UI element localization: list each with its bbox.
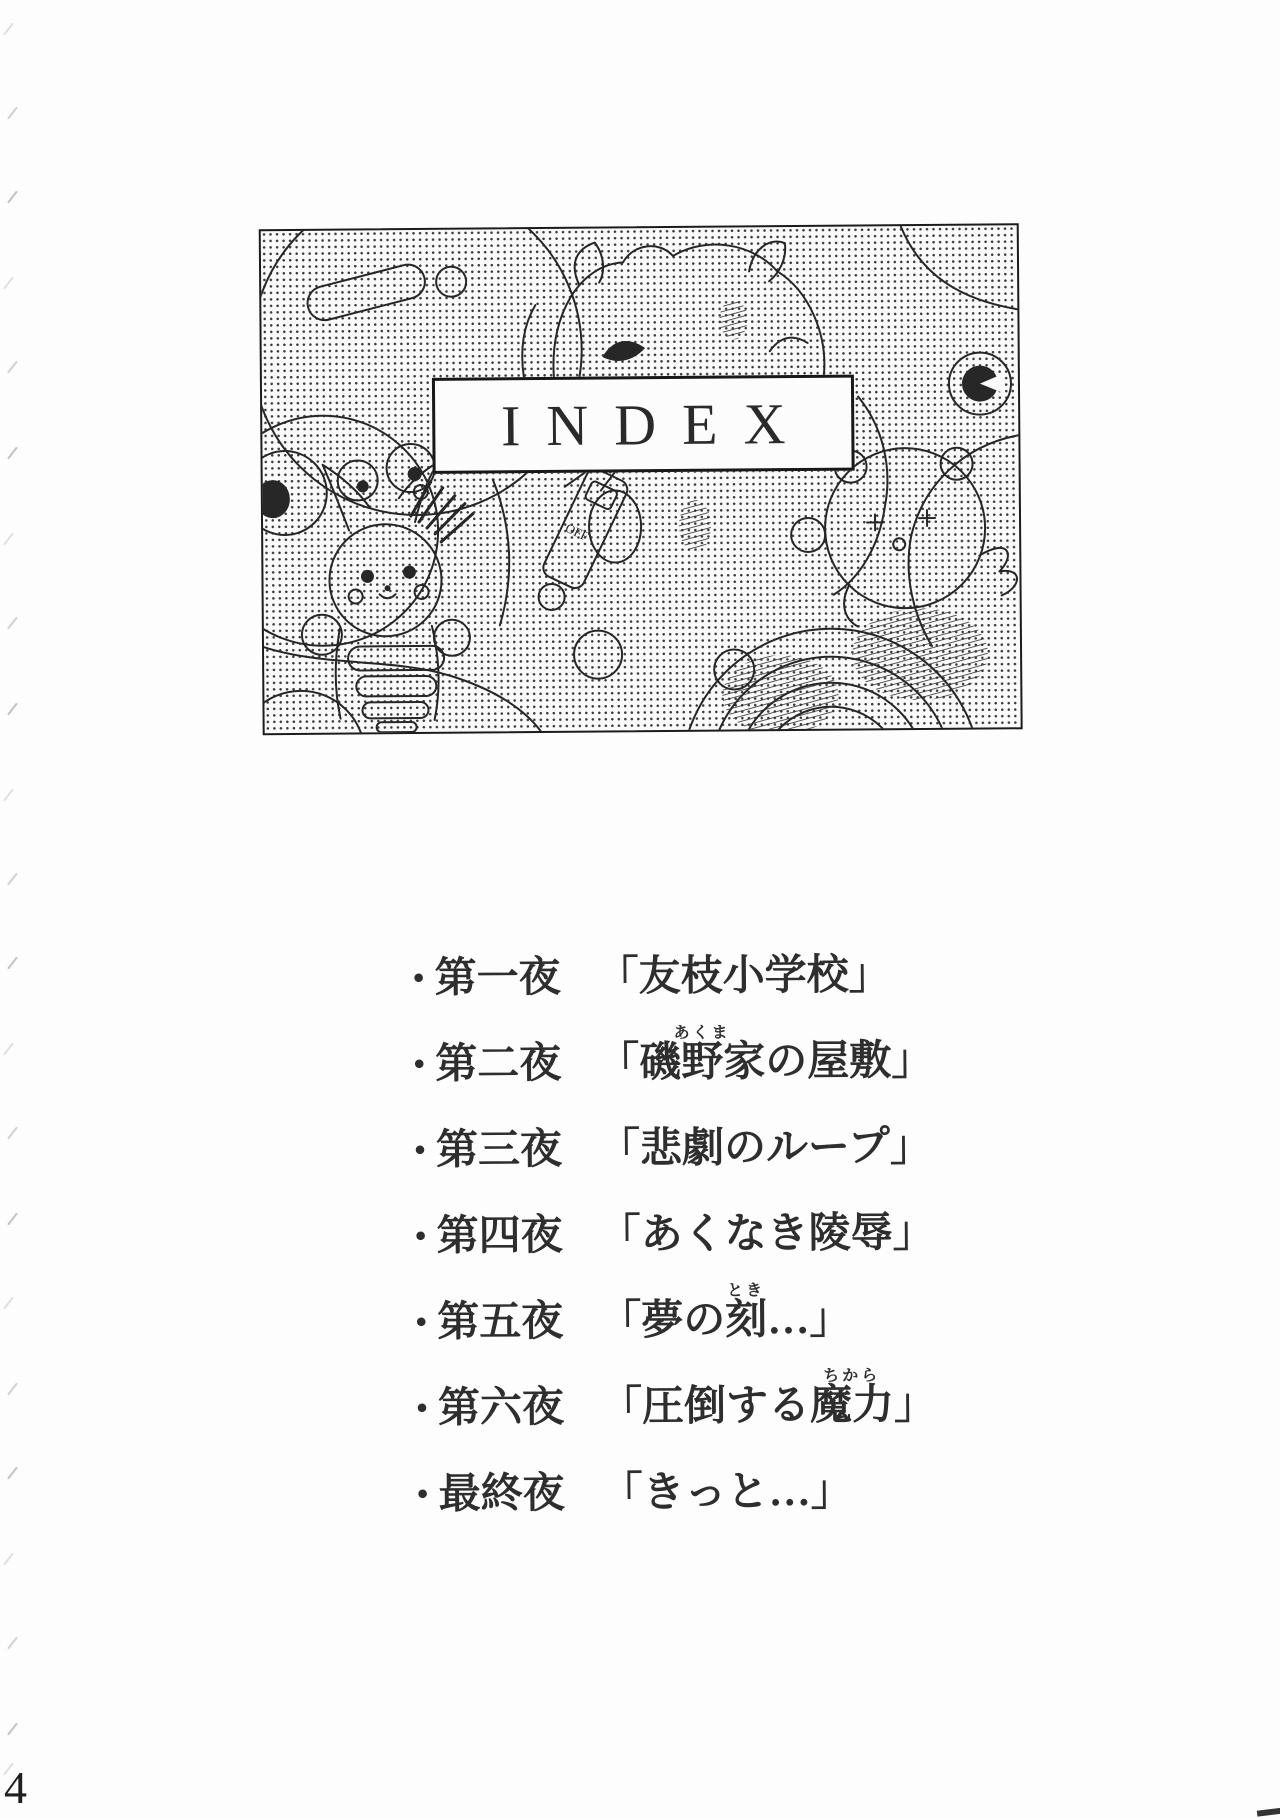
chapter-title: 「悲劇のループ」 — [597, 1123, 933, 1173]
chapter-label: 第四夜 — [436, 1212, 563, 1260]
kero-wing — [979, 548, 1017, 596]
bullet-dot: ・ — [401, 1386, 443, 1433]
chapter-title: 「あくなき陵辱」 — [598, 1209, 935, 1259]
device-off-label: OFF — [563, 520, 592, 544]
toc-row — [398, 925, 1039, 1016]
right-creature-outline — [901, 225, 1018, 310]
toc-row — [400, 1183, 1041, 1274]
toc-row — [402, 1355, 1043, 1446]
scribble-patch — [722, 655, 839, 734]
bullet-dot: ・ — [402, 1472, 443, 1519]
bullet-dot: ・ — [399, 1042, 440, 1089]
chapter-label: 第六夜 — [437, 1384, 565, 1432]
chapter-label: 最終夜 — [438, 1470, 565, 1518]
bullet-dot: ・ — [400, 1214, 441, 1261]
toc-row — [401, 1269, 1042, 1360]
chapter-title: 「磯野家あくまの屋敷」 — [597, 1024, 934, 1087]
chapter-title: 「圧倒する魔力ちから」 — [599, 1367, 937, 1431]
index-title-plate — [432, 375, 855, 474]
bullet-dot: ・ — [401, 1300, 442, 1347]
chapter-label: 第三夜 — [435, 1126, 563, 1174]
ball-dot — [436, 267, 466, 297]
chapter-title: 「友枝小学校」 — [596, 952, 891, 1001]
chapter-label: 第一夜 — [434, 954, 561, 1002]
chapter-label: 第五夜 — [437, 1298, 564, 1346]
toc-list — [398, 925, 1043, 1532]
chapter-title: 「きっと…」 — [600, 1468, 853, 1517]
creature-head — [553, 244, 825, 377]
toc-row — [400, 1097, 1041, 1188]
bullet-dot: ・ — [398, 956, 439, 1003]
pikachu-head — [329, 524, 442, 637]
dark-eye — [261, 481, 289, 517]
toc-row — [399, 1011, 1040, 1102]
bullet-dot: ・ — [399, 1128, 441, 1175]
pump — [348, 646, 444, 671]
ball-highlight — [304, 261, 429, 324]
page-title: INDEX — [500, 390, 812, 458]
off-switch-device — [540, 466, 631, 591]
creature-eye — [604, 342, 644, 360]
chapter-label: 第二夜 — [435, 1040, 562, 1088]
chapter-title: 「夢の刻とき…」 — [599, 1282, 852, 1345]
page-number: 4 — [4, 1762, 27, 1813]
toc-row — [402, 1441, 1043, 1532]
header-illustration-box — [259, 223, 1023, 735]
header-illustration — [261, 225, 1021, 733]
bubble — [574, 630, 622, 678]
